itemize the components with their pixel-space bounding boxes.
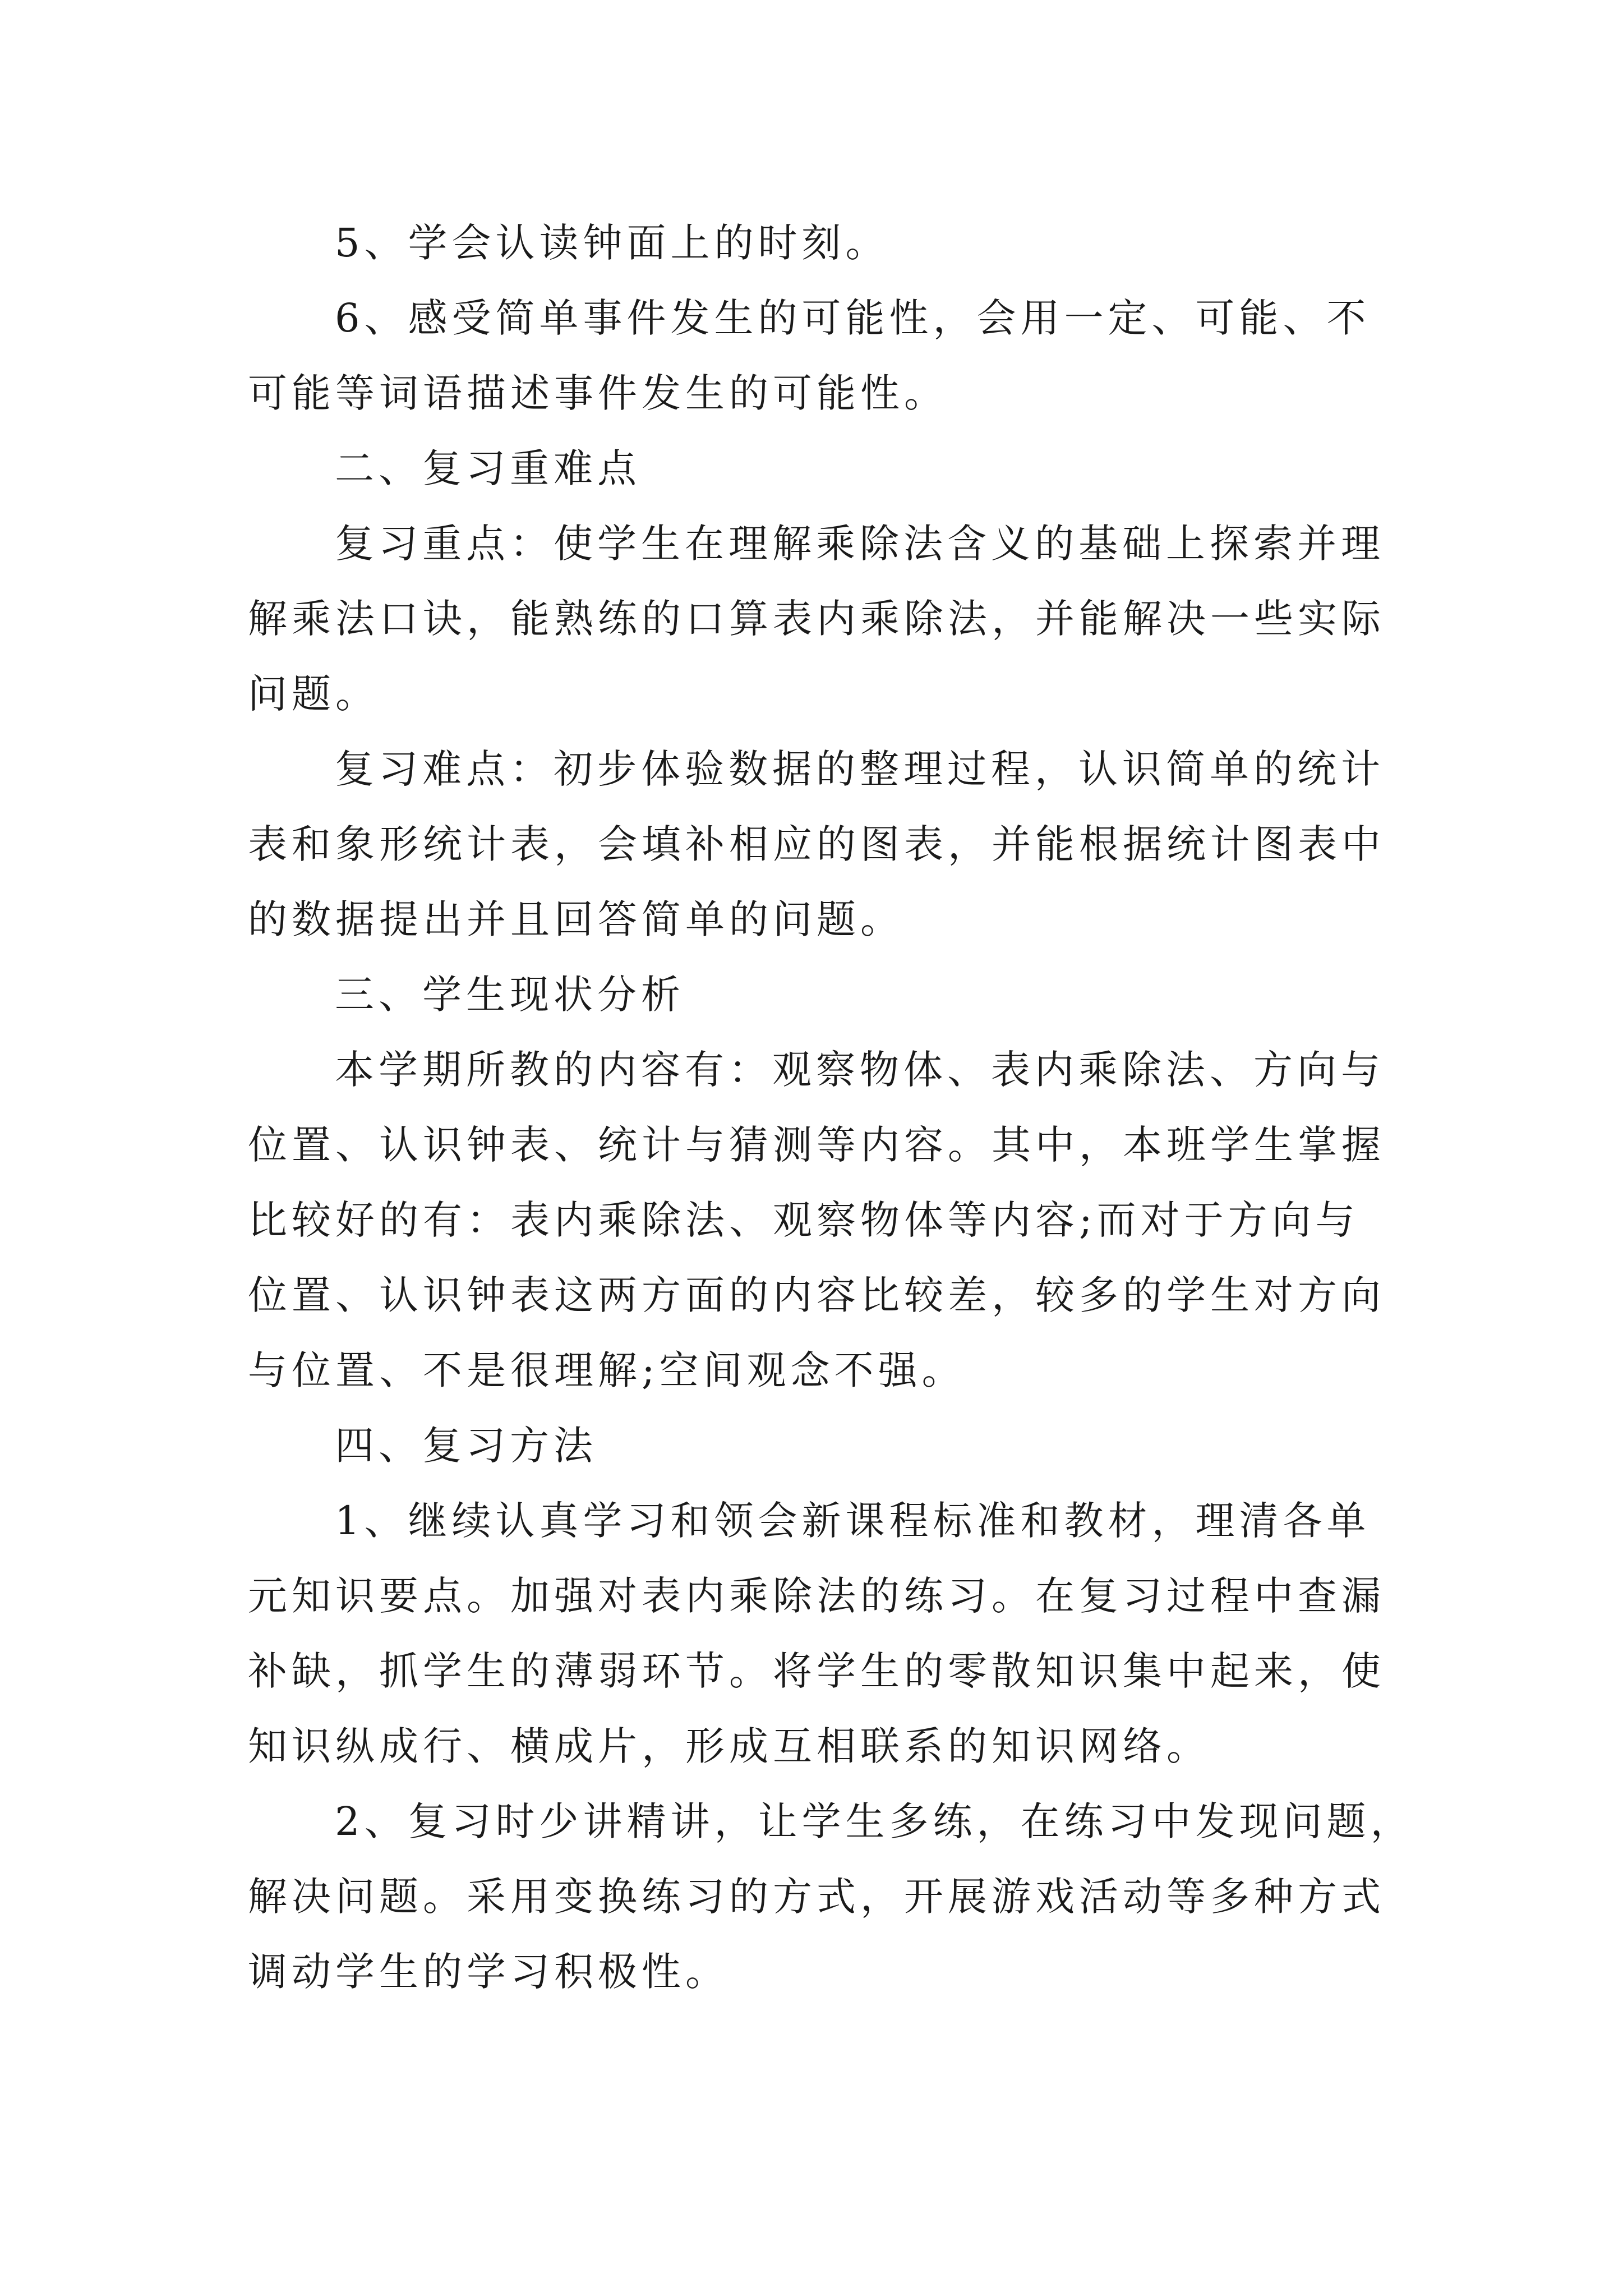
text-line: 可能等词语描述事件发生的可能性。 bbox=[248, 370, 948, 416]
paragraph-method-2 bbox=[248, 1784, 1414, 2009]
section-heading-3 bbox=[248, 957, 1392, 1032]
document-body bbox=[248, 205, 1414, 2009]
heading-line: 四、复习方法 bbox=[335, 1423, 597, 1469]
text-line: 比较好的有：表内乘除法、观察物体等内容;而对于方向与 bbox=[248, 1197, 1359, 1243]
text-line: 调动学生的学习积极性。 bbox=[248, 1949, 729, 1995]
text-line: 知识纵成行、横成片，形成互相联系的知识网络。 bbox=[248, 1723, 1210, 1769]
paragraph-item-5 bbox=[248, 205, 1392, 280]
text-line: 6、感受简单事件发生的可能性，会用一定、可能、不 bbox=[335, 295, 1371, 341]
text-line: 位置、认识钟表、统计与猜测等内容。其中，本班学生掌握 bbox=[248, 1122, 1385, 1168]
section-heading-2 bbox=[248, 431, 1392, 506]
text-line: 位置、认识钟表这两方面的内容比较差，较多的学生对方向 bbox=[248, 1272, 1385, 1318]
text-line: 2、复习时少讲精讲，让学生多练，在练习中发现问题， bbox=[335, 1798, 1414, 1844]
text-line: 5、学会认读钟面上的时刻。 bbox=[335, 220, 889, 266]
text-line: 表和象形统计表，会填补相应的图表，并能根据统计图表中 bbox=[248, 821, 1385, 867]
text-line: 元知识要点。加强对表内乘除法的练习。在复习过程中查漏 bbox=[248, 1573, 1385, 1619]
paragraph-analysis bbox=[248, 1032, 1392, 1408]
text-line: 问题。 bbox=[248, 671, 379, 717]
text-line: 与位置、不是很理解;空间观念不强。 bbox=[248, 1347, 966, 1393]
text-line: 补缺，抓学生的薄弱环节。将学生的零散知识集中起来，使 bbox=[248, 1648, 1385, 1694]
text-line: 复习重点：使学生在理解乘除法含义的基础上探索并理 bbox=[335, 521, 1385, 567]
paragraph-difficult-points bbox=[248, 731, 1392, 957]
section-heading-4 bbox=[248, 1408, 1392, 1483]
text-line: 复习难点：初步体验数据的整理过程，认识简单的统计 bbox=[335, 746, 1385, 792]
text-line: 解决问题。采用变换练习的方式，开展游戏活动等多种方式 bbox=[248, 1874, 1385, 1920]
paragraph-method-1 bbox=[248, 1483, 1392, 1784]
heading-line: 三、学生现状分析 bbox=[335, 972, 685, 1018]
text-line: 本学期所教的内容有：观察物体、表内乘除法、方向与 bbox=[335, 1047, 1385, 1093]
paragraph-item-6 bbox=[248, 280, 1392, 431]
heading-line: 二、复习重难点 bbox=[335, 445, 641, 491]
paragraph-key-points bbox=[248, 506, 1392, 731]
text-line: 的数据提出并且回答简单的问题。 bbox=[248, 896, 904, 942]
text-line: 1、继续认真学习和领会新课程标准和教材，理清各单 bbox=[335, 1498, 1371, 1544]
text-line: 解乘法口诀，能熟练的口算表内乘除法，并能解决一些实际 bbox=[248, 596, 1385, 642]
